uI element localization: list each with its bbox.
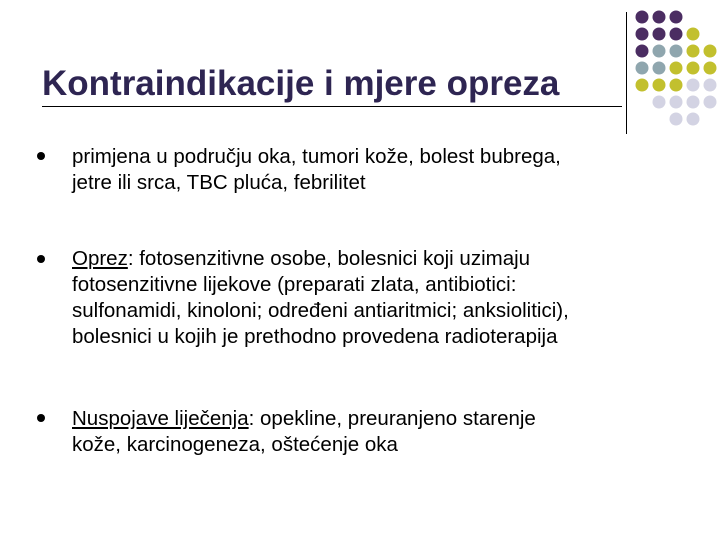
- title-divider: [42, 106, 622, 107]
- decorative-dot: [670, 28, 683, 41]
- decorative-dot: [687, 28, 700, 41]
- decorative-dot: [653, 96, 666, 109]
- decorative-dot: [653, 45, 666, 58]
- decorative-dot: [670, 96, 683, 109]
- decorative-dot: [653, 28, 666, 41]
- decorative-dot: [670, 79, 683, 92]
- decorative-dot: [653, 62, 666, 75]
- decorative-dot: [636, 45, 649, 58]
- bullet-line: primjena u području oka, tumori kože, bolest bubrega,: [72, 145, 561, 168]
- decorative-dot: [670, 113, 683, 126]
- vertical-divider: [626, 12, 627, 134]
- decorative-dot: [687, 45, 700, 58]
- decorative-dot: [636, 28, 649, 41]
- decorative-dot: [636, 79, 649, 92]
- decorative-dot: [636, 62, 649, 75]
- decorative-dot: [670, 62, 683, 75]
- bullet-icon: [37, 255, 45, 263]
- bullet-line: : fotosenzitivne osobe, bolesnici koji uzimaju: [127, 247, 531, 270]
- decorative-dot: [704, 45, 717, 58]
- decorative-dot: [670, 45, 683, 58]
- decorative-dot: [687, 79, 700, 92]
- bullet-line: sulfonamidi, kinoloni; određeni antiaritmici; anksiolitici),: [72, 299, 569, 322]
- decorative-dot: [704, 62, 717, 75]
- decorative-dot: [653, 79, 666, 92]
- bullet-line: bolesnici u kojih je prethodno provedena radioterapija: [72, 325, 558, 348]
- decorative-dot: [636, 11, 649, 24]
- decorative-dot: [687, 96, 700, 109]
- bullet-icon: [37, 152, 45, 160]
- decorative-dot: [687, 113, 700, 126]
- bullet-icon: [37, 414, 45, 422]
- decorative-dot: [687, 62, 700, 75]
- decorative-dot: [704, 96, 717, 109]
- bullet-line: kože, karcinogeneza, oštećenje oka: [72, 433, 398, 456]
- bullet-line: jetre ili srca, TBC pluća, febrilitet: [72, 171, 366, 194]
- slide-title: Kontraindikacije i mjere opreza: [42, 64, 560, 103]
- caution-label: Oprez: [72, 247, 128, 270]
- decorative-dot: [704, 79, 717, 92]
- decorative-dot: [653, 11, 666, 24]
- bullet-line: : opekline, preuranjeno starenje: [248, 407, 536, 430]
- bullet-line: fotosenzitivne lijekove (preparati zlata, antibiotici:: [72, 273, 517, 296]
- decorative-dot: [670, 11, 683, 24]
- side-effects-label: Nuspojave liječenja: [72, 407, 249, 430]
